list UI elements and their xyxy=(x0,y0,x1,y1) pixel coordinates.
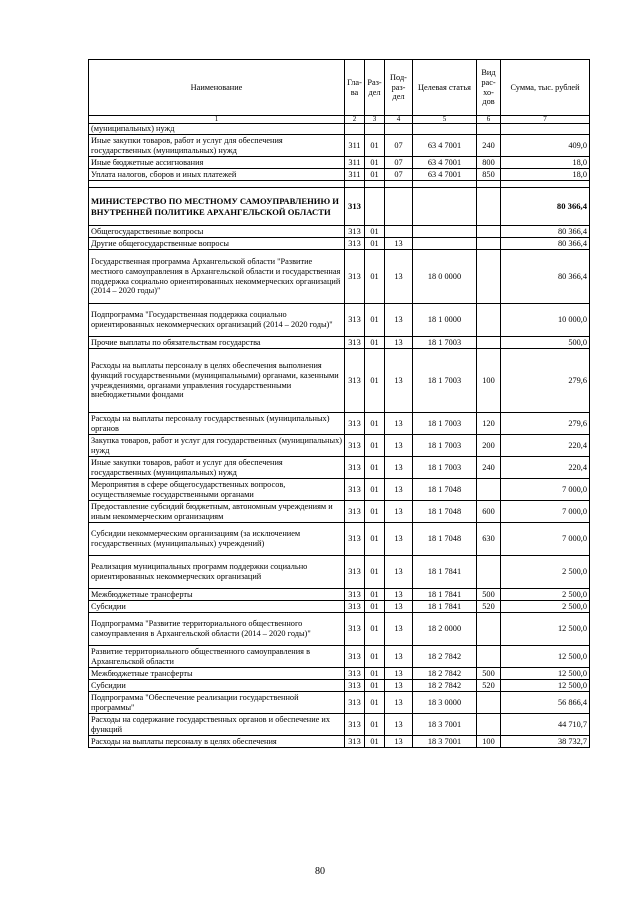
table-row xyxy=(89,337,590,349)
row-subsection: 13 xyxy=(385,613,413,646)
table-row xyxy=(89,304,590,337)
row-section xyxy=(365,124,385,135)
row-amount: 2 500,0 xyxy=(501,589,590,601)
row-section: 01 xyxy=(365,435,385,457)
table-row xyxy=(89,736,590,748)
row-name: Мероприятия в сфере общегосударственных вопросов, осуществляемые государственными органами xyxy=(89,479,345,501)
table-row xyxy=(89,457,590,479)
row-section: 01 xyxy=(365,646,385,668)
row-expense-kind: 100 xyxy=(477,349,501,413)
row-amount: 18,0 xyxy=(501,157,590,169)
row-name: Уплата налогов, сборов и иных платежей xyxy=(89,169,345,181)
row-subsection: 13 xyxy=(385,413,413,435)
row-target-article: 18 1 7003 xyxy=(413,337,477,349)
row-subsection: 13 xyxy=(385,668,413,680)
row-target-article: 18 1 7841 xyxy=(413,589,477,601)
row-amount: 12 500,0 xyxy=(501,613,590,646)
row-chapter: 313 xyxy=(345,304,365,337)
table-row xyxy=(89,479,590,501)
table-row xyxy=(89,226,590,238)
header-amount: Сумма, тыс. рублей xyxy=(501,60,590,116)
row-subsection: 07 xyxy=(385,157,413,169)
column-number: 6 xyxy=(477,116,501,124)
row-target-article: 18 1 7048 xyxy=(413,479,477,501)
row-chapter: 313 xyxy=(345,457,365,479)
spacer-cell xyxy=(477,181,501,188)
row-expense-kind: 120 xyxy=(477,413,501,435)
row-name: Расходы на выплаты персоналу в целях обеспечения выполнения функций государственными (муниципальными) органами, казенными учреждениями, органами управления государственными внебюджетными фондами xyxy=(89,349,345,413)
row-chapter: 313 xyxy=(345,601,365,613)
row-expense-kind: 630 xyxy=(477,523,501,556)
row-target-article xyxy=(413,188,477,226)
row-target-article: 18 2 7842 xyxy=(413,680,477,692)
row-amount: 500,0 xyxy=(501,337,590,349)
header-subsection: Под-раз-дел xyxy=(385,60,413,116)
table-row xyxy=(89,169,590,181)
row-expense-kind xyxy=(477,714,501,736)
row-chapter: 313 xyxy=(345,188,365,226)
row-name: Подпрограмма "Государственная поддержка социально ориентированных некоммерческих организаций (2014 – 2020 годы)" xyxy=(89,304,345,337)
row-target-article: 18 1 7048 xyxy=(413,523,477,556)
row-target-article: 18 3 0000 xyxy=(413,692,477,714)
row-subsection: 13 xyxy=(385,435,413,457)
table-row xyxy=(89,188,590,226)
row-chapter: 313 xyxy=(345,613,365,646)
row-chapter: 313 xyxy=(345,736,365,748)
row-target-article: 18 1 0000 xyxy=(413,304,477,337)
row-chapter: 313 xyxy=(345,435,365,457)
row-amount: 80 366,4 xyxy=(501,238,590,250)
table-body xyxy=(89,124,590,748)
row-name: МИНИСТЕРСТВО ПО МЕСТНОМУ САМОУПРАВЛЕНИЮ И ВНУТРЕННЕЙ ПОЛИТИКЕ АРХАНГЕЛЬСКОЙ ОБЛАСТИ xyxy=(89,188,345,226)
row-amount xyxy=(501,124,590,135)
row-section: 01 xyxy=(365,157,385,169)
header-section: Раз-дел xyxy=(365,60,385,116)
row-chapter: 313 xyxy=(345,501,365,523)
row-chapter: 313 xyxy=(345,226,365,238)
row-subsection: 13 xyxy=(385,501,413,523)
budget-table xyxy=(88,59,590,748)
row-chapter: 313 xyxy=(345,250,365,304)
row-chapter: 311 xyxy=(345,169,365,181)
table-row xyxy=(89,692,590,714)
row-section: 01 xyxy=(365,556,385,589)
row-amount: 18,0 xyxy=(501,169,590,181)
row-name: Другие общегосударственные вопросы xyxy=(89,238,345,250)
row-subsection: 13 xyxy=(385,523,413,556)
row-subsection: 13 xyxy=(385,589,413,601)
row-expense-kind: 500 xyxy=(477,668,501,680)
column-number: 3 xyxy=(365,116,385,124)
row-section: 01 xyxy=(365,250,385,304)
row-expense-kind xyxy=(477,646,501,668)
row-amount: 7 000,0 xyxy=(501,501,590,523)
row-name: Межбюджетные трансферты xyxy=(89,589,345,601)
column-number: 4 xyxy=(385,116,413,124)
row-section: 01 xyxy=(365,501,385,523)
table-row xyxy=(89,556,590,589)
row-target-article: 18 1 7841 xyxy=(413,601,477,613)
row-expense-kind: 200 xyxy=(477,435,501,457)
row-section: 01 xyxy=(365,601,385,613)
row-chapter: 313 xyxy=(345,556,365,589)
row-name: Расходы на выплаты персоналу государственных (муниципальных) органов xyxy=(89,413,345,435)
row-amount: 80 366,4 xyxy=(501,226,590,238)
table-row xyxy=(89,501,590,523)
row-section: 01 xyxy=(365,349,385,413)
row-chapter: 313 xyxy=(345,680,365,692)
row-name: Реализация муниципальных программ поддержки социально ориентированных некоммерческих организаций xyxy=(89,556,345,589)
header-target-article: Целевая статья xyxy=(413,60,477,116)
row-subsection: 13 xyxy=(385,250,413,304)
row-target-article: 18 2 7842 xyxy=(413,668,477,680)
row-name: Предоставление субсидий бюджетным, автономным учреждениям и иным некоммерческим организациям xyxy=(89,501,345,523)
spacer-row xyxy=(89,181,590,188)
row-amount: 7 000,0 xyxy=(501,523,590,556)
column-number: 1 xyxy=(89,116,345,124)
row-chapter: 313 xyxy=(345,668,365,680)
row-amount: 10 000,0 xyxy=(501,304,590,337)
row-name: Иные закупки товаров, работ и услуг для обеспечения государственных (муниципальных) нужд xyxy=(89,135,345,157)
row-target-article: 18 1 7003 xyxy=(413,457,477,479)
row-subsection xyxy=(385,188,413,226)
header-name: Наименование xyxy=(89,60,345,116)
row-section: 01 xyxy=(365,613,385,646)
row-section: 01 xyxy=(365,135,385,157)
row-target-article: 18 1 7841 xyxy=(413,556,477,589)
row-chapter: 313 xyxy=(345,337,365,349)
row-subsection: 13 xyxy=(385,714,413,736)
row-name: Подпрограмма "Обеспечение реализации государственной программы" xyxy=(89,692,345,714)
row-name: Расходы на содержание государственных органов и обеспечение их функций xyxy=(89,714,345,736)
row-expense-kind xyxy=(477,250,501,304)
row-chapter: 311 xyxy=(345,135,365,157)
row-section: 01 xyxy=(365,714,385,736)
row-name: (муниципальных) нужд xyxy=(89,124,345,135)
row-target-article: 18 0 0000 xyxy=(413,250,477,304)
row-chapter: 313 xyxy=(345,523,365,556)
row-expense-kind xyxy=(477,692,501,714)
row-amount: 7 000,0 xyxy=(501,479,590,501)
row-target-article: 18 2 7842 xyxy=(413,646,477,668)
row-section: 01 xyxy=(365,337,385,349)
column-number: 7 xyxy=(501,116,590,124)
row-subsection: 07 xyxy=(385,169,413,181)
row-expense-kind: 800 xyxy=(477,157,501,169)
row-section: 01 xyxy=(365,589,385,601)
row-amount: 220,4 xyxy=(501,435,590,457)
row-amount: 2 500,0 xyxy=(501,556,590,589)
row-expense-kind xyxy=(477,226,501,238)
row-name: Расходы на выплаты персоналу в целях обеспечения xyxy=(89,736,345,748)
row-chapter: 313 xyxy=(345,714,365,736)
table-row xyxy=(89,680,590,692)
row-expense-kind xyxy=(477,613,501,646)
row-subsection xyxy=(385,124,413,135)
row-name: Иные бюджетные ассигнования xyxy=(89,157,345,169)
column-number: 5 xyxy=(413,116,477,124)
row-expense-kind xyxy=(477,479,501,501)
row-target-article: 18 1 7003 xyxy=(413,349,477,413)
header-chapter: Гла-ва xyxy=(345,60,365,116)
row-subsection: 07 xyxy=(385,135,413,157)
row-subsection: 13 xyxy=(385,457,413,479)
table-row xyxy=(89,714,590,736)
row-amount: 12 500,0 xyxy=(501,668,590,680)
table-row xyxy=(89,413,590,435)
row-target-article: 18 2 0000 xyxy=(413,613,477,646)
spacer-cell xyxy=(345,181,365,188)
spacer-cell xyxy=(501,181,590,188)
row-target-article: 63 4 7001 xyxy=(413,135,477,157)
table-row xyxy=(89,435,590,457)
row-amount: 80 366,4 xyxy=(501,250,590,304)
table-row xyxy=(89,124,590,135)
row-expense-kind xyxy=(477,124,501,135)
row-chapter: 313 xyxy=(345,413,365,435)
row-subsection: 13 xyxy=(385,238,413,250)
spacer-cell xyxy=(365,181,385,188)
row-expense-kind: 520 xyxy=(477,680,501,692)
table-row xyxy=(89,646,590,668)
column-number-row xyxy=(89,116,590,124)
table-row xyxy=(89,668,590,680)
row-section: 01 xyxy=(365,692,385,714)
table-row xyxy=(89,589,590,601)
row-amount: 279,6 xyxy=(501,413,590,435)
row-amount: 2 500,0 xyxy=(501,601,590,613)
row-expense-kind xyxy=(477,556,501,589)
row-section: 01 xyxy=(365,169,385,181)
row-target-article: 18 3 7001 xyxy=(413,714,477,736)
page-number: 80 xyxy=(315,866,325,877)
row-subsection: 13 xyxy=(385,349,413,413)
table-row xyxy=(89,349,590,413)
row-section: 01 xyxy=(365,668,385,680)
row-expense-kind: 240 xyxy=(477,135,501,157)
row-name: Субсидии xyxy=(89,601,345,613)
row-chapter: 313 xyxy=(345,646,365,668)
row-subsection: 13 xyxy=(385,479,413,501)
row-subsection: 13 xyxy=(385,337,413,349)
row-section: 01 xyxy=(365,680,385,692)
row-chapter: 313 xyxy=(345,479,365,501)
row-expense-kind: 600 xyxy=(477,501,501,523)
row-name: Иные закупки товаров, работ и услуг для обеспечения государственных (муниципальных) нужд xyxy=(89,457,345,479)
row-subsection: 13 xyxy=(385,736,413,748)
row-section: 01 xyxy=(365,457,385,479)
row-expense-kind xyxy=(477,337,501,349)
table-row xyxy=(89,135,590,157)
row-chapter xyxy=(345,124,365,135)
row-name: Подпрограмма "Развитие территориального общественного самоуправления в Архангельской области (2014 – 2020 годы)" xyxy=(89,613,345,646)
row-subsection: 13 xyxy=(385,680,413,692)
row-target-article: 18 3 7001 xyxy=(413,736,477,748)
spacer-cell xyxy=(413,181,477,188)
row-target-article: 63 4 7001 xyxy=(413,169,477,181)
table-row xyxy=(89,601,590,613)
row-expense-kind: 850 xyxy=(477,169,501,181)
row-section: 01 xyxy=(365,413,385,435)
row-target-article xyxy=(413,124,477,135)
column-number: 2 xyxy=(345,116,365,124)
table-row xyxy=(89,523,590,556)
row-amount: 12 500,0 xyxy=(501,646,590,668)
table-row xyxy=(89,250,590,304)
row-name: Субсидии некоммерческим организациям (за исключением государственных (муниципальных) учреждений) xyxy=(89,523,345,556)
row-amount: 12 500,0 xyxy=(501,680,590,692)
row-name: Закупка товаров, работ и услуг для государственных (муниципальных) нужд xyxy=(89,435,345,457)
spacer-cell xyxy=(89,181,345,188)
table-row xyxy=(89,238,590,250)
row-section xyxy=(365,188,385,226)
row-section: 01 xyxy=(365,479,385,501)
table-row xyxy=(89,613,590,646)
row-expense-kind xyxy=(477,238,501,250)
row-section: 01 xyxy=(365,238,385,250)
row-name: Общегосударственные вопросы xyxy=(89,226,345,238)
row-expense-kind xyxy=(477,188,501,226)
row-section: 01 xyxy=(365,304,385,337)
header-row xyxy=(89,60,590,116)
row-amount: 80 366,4 xyxy=(501,188,590,226)
row-target-article: 18 1 7003 xyxy=(413,413,477,435)
row-chapter: 313 xyxy=(345,589,365,601)
row-section: 01 xyxy=(365,736,385,748)
row-subsection: 13 xyxy=(385,304,413,337)
row-target-article: 63 4 7001 xyxy=(413,157,477,169)
row-target-article xyxy=(413,238,477,250)
row-expense-kind: 240 xyxy=(477,457,501,479)
row-subsection: 13 xyxy=(385,646,413,668)
row-chapter: 313 xyxy=(345,692,365,714)
row-name: Межбюджетные трансферты xyxy=(89,668,345,680)
row-target-article: 18 1 7003 xyxy=(413,435,477,457)
row-expense-kind: 520 xyxy=(477,601,501,613)
row-amount: 44 710,7 xyxy=(501,714,590,736)
row-chapter: 313 xyxy=(345,349,365,413)
row-name: Прочие выплаты по обязательствам государства xyxy=(89,337,345,349)
row-amount: 38 732,7 xyxy=(501,736,590,748)
row-amount: 279,6 xyxy=(501,349,590,413)
row-amount: 220,4 xyxy=(501,457,590,479)
row-amount: 409,0 xyxy=(501,135,590,157)
row-chapter: 311 xyxy=(345,157,365,169)
row-name: Развитие территориального общественного самоуправления в Архангельской области xyxy=(89,646,345,668)
row-subsection xyxy=(385,226,413,238)
row-expense-kind: 100 xyxy=(477,736,501,748)
row-name: Субсидии xyxy=(89,680,345,692)
header-expense-kind: Вид рас-хо-дов xyxy=(477,60,501,116)
row-name: Государственная программа Архангельской области "Развитие местного самоуправления в Архангельской области и государственная поддержка социально ориентированных некоммерческих организаций (2014 – 2020 годы)" xyxy=(89,250,345,304)
row-amount: 56 866,4 xyxy=(501,692,590,714)
row-subsection: 13 xyxy=(385,601,413,613)
row-target-article xyxy=(413,226,477,238)
row-expense-kind xyxy=(477,304,501,337)
row-subsection: 13 xyxy=(385,692,413,714)
row-target-article: 18 1 7048 xyxy=(413,501,477,523)
row-expense-kind: 500 xyxy=(477,589,501,601)
row-section: 01 xyxy=(365,226,385,238)
table-row xyxy=(89,157,590,169)
spacer-cell xyxy=(385,181,413,188)
row-subsection: 13 xyxy=(385,556,413,589)
row-section: 01 xyxy=(365,523,385,556)
row-chapter: 313 xyxy=(345,238,365,250)
